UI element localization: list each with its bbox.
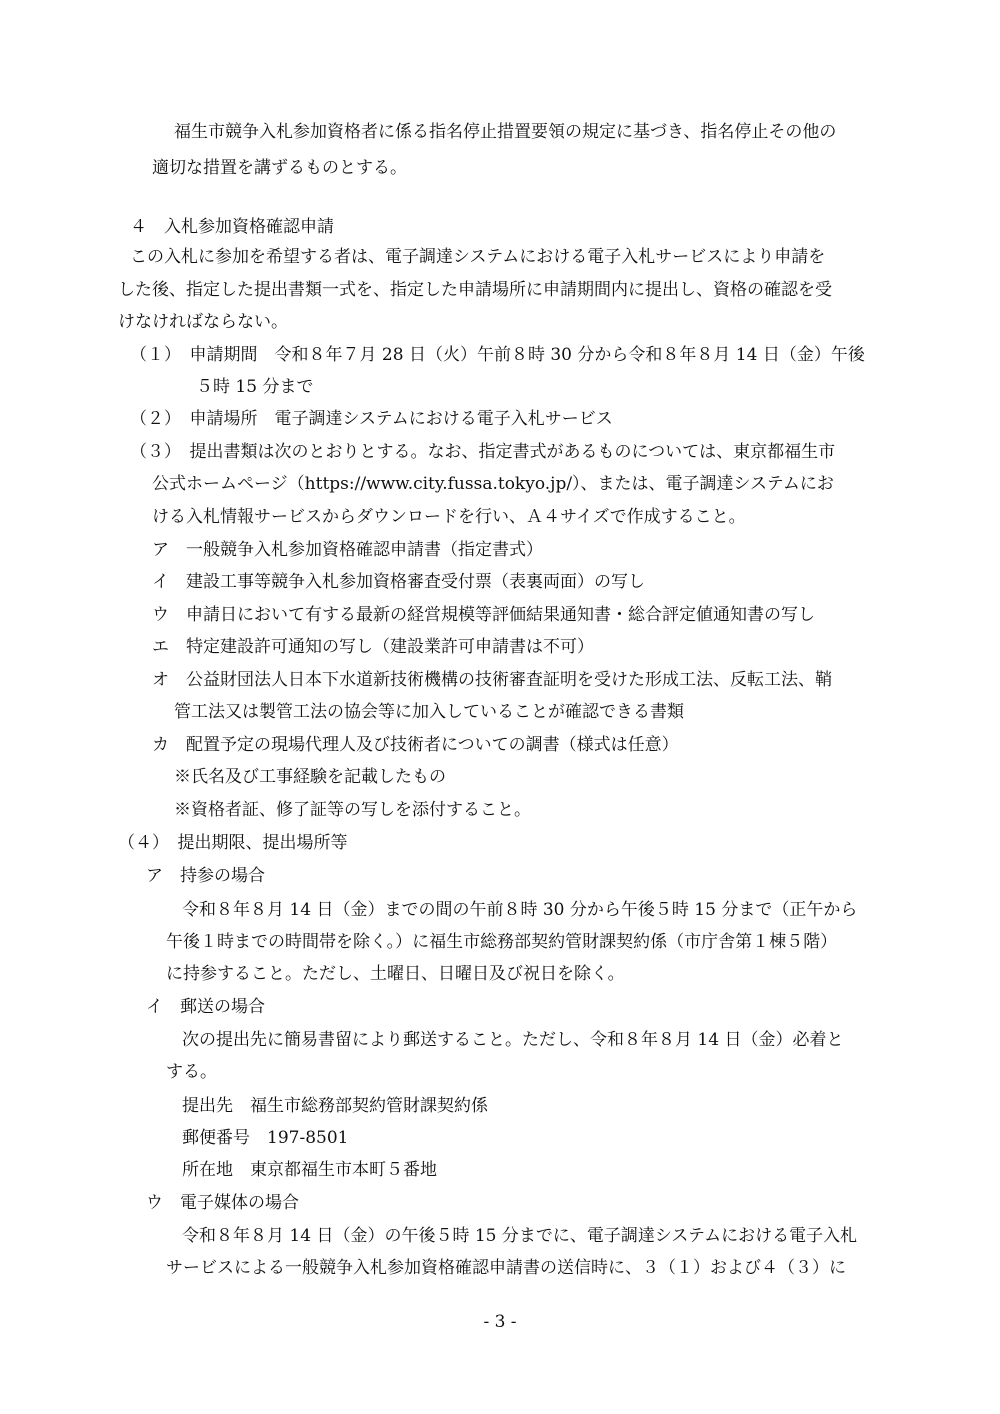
list-item: エ 特定建設許可通知の写し（建設業許可申請書は不可） xyxy=(152,637,594,657)
text-line: 午後１時までの時間帯を除く。）に福生市総務部契約管財課契約係（市庁舎第１棟５階） xyxy=(166,932,838,952)
page-number: - 3 - xyxy=(483,1312,517,1332)
list-item: ア 持参の場合 xyxy=(146,866,265,886)
text-line: （４） 提出期限、提出場所等 xyxy=(118,833,348,853)
text-line: した後、指定した提出書類一式を、指定した申請場所に申請期間内に提出し、資格の確認を受 xyxy=(118,280,832,300)
list-item: ウ 申請日において有する最新の経営規模等評価結果通知書・総合評定値通知書の写し xyxy=(152,605,815,625)
text-line: 令和８年８月 14 日（金）までの間の午前８時 30 分から午後５時 15 分まで（正午から xyxy=(182,900,858,920)
text-line: 管工法又は製管工法の協会等に加入していることが確認できる書類 xyxy=(174,702,684,722)
text-line: する。 xyxy=(166,1062,217,1082)
list-item: オ 公益財団法人日本下水道新技術機構の技術審査証明を受けた形成工法、反転工法、鞘 xyxy=(152,670,832,690)
text-line: （１） 申請期間 令和８年７月 28 日（火）午前８時 30 分から令和８年８月 14 日（金）午後 xyxy=(130,345,865,365)
text-line: 公式ホームページ（https://www.city.fussa.tokyo.jp/）、または、電子調達システムにお xyxy=(152,474,834,494)
text-line: けなければならない。 xyxy=(118,312,288,332)
list-item: ア 一般競争入札参加資格確認申請書（指定書式） xyxy=(152,540,543,560)
text-line: ５時 15 分まで xyxy=(196,377,314,397)
text-line: 適切な措置を講ずるものとする。 xyxy=(152,158,407,178)
list-item: カ 配置予定の現場代理人及び技術者についての調書（様式は任意） xyxy=(152,735,679,755)
list-item: イ 建設工事等競争入札参加資格審査受付票（表裏両面）の写し xyxy=(152,572,645,592)
text-line: この入札に参加を希望する者は、電子調達システムにおける電子入札サービスにより申請を xyxy=(130,247,826,267)
text-line: 郵便番号 197-8501 xyxy=(182,1128,349,1148)
note-line: ※氏名及び工事経験を記載したもの xyxy=(174,767,446,787)
text-line: 提出先 福生市総務部契約管財課契約係 xyxy=(182,1096,488,1116)
text-line: 福生市競争入札参加資格者に係る指名停止措置要領の規定に基づき、指名停止その他の xyxy=(174,122,837,142)
text-line: 令和８年８月 14 日（金）の午後５時 15 分までに、電子調達システムにおける電子入札 xyxy=(182,1226,858,1246)
text-line: に持参すること。ただし、土曜日、日曜日及び祝日を除く。 xyxy=(166,964,625,984)
text-line: 所在地 東京都福生市本町５番地 xyxy=(182,1160,437,1180)
text-line: ける入札情報サービスからダウンロードを行い、Ａ４サイズで作成すること。 xyxy=(152,507,746,527)
text-line: サービスによる一般競争入札参加資格確認申請書の送信時に、３（１）および４（３）に xyxy=(166,1258,846,1278)
section-heading: ４ 入札参加資格確認申請 xyxy=(130,217,334,237)
list-item: イ 郵送の場合 xyxy=(146,997,265,1017)
text-line: （２） 申請場所 電子調達システムにおける電子入札サービス xyxy=(130,409,613,429)
list-item: ウ 電子媒体の場合 xyxy=(146,1193,299,1213)
note-line: ※資格者証、修了証等の写しを添付すること。 xyxy=(174,800,531,820)
text-line: 次の提出先に簡易書留により郵送すること。ただし、令和８年８月 14 日（金）必着と xyxy=(182,1030,844,1050)
text-line: （３） 提出書類は次のとおりとする。なお、指定書式があるものについては、東京都福生市 xyxy=(130,442,836,462)
